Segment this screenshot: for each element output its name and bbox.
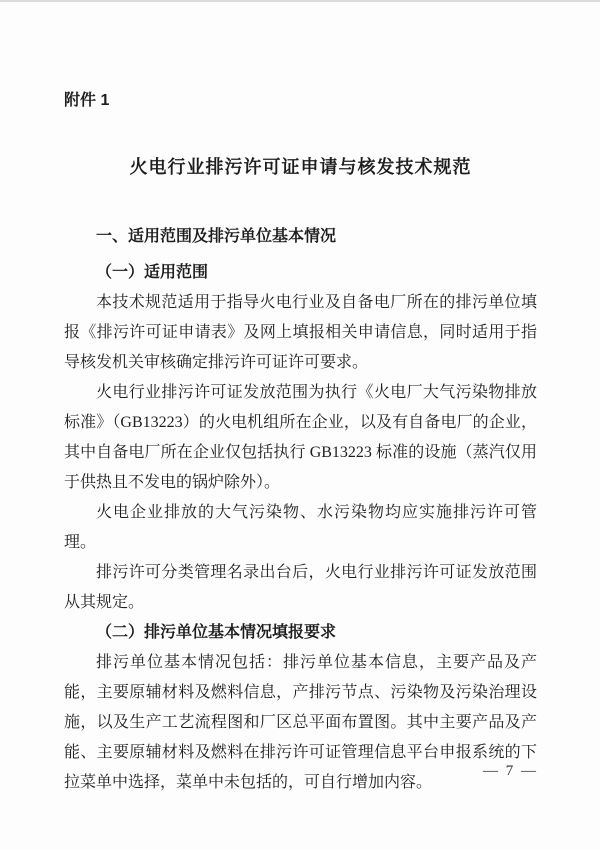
document-title: 火电行业排污许可证申请与核发技术规范	[129, 157, 472, 177]
paragraph-scope-3: 火电企业排放的大气污染物、水污染物均应实施排污许可管理。	[64, 504, 537, 551]
paragraph-scope-2: 火电行业排污许可证发放范围为执行《火电厂大气污染物排放标准》（GB13223）的火电机组所在企业，以及有自备电厂的企业，其中自备电厂所在企业仅包括执行 GB13223 标准的设施（蒸汽仅用于供热且不发电的锅炉除外）。	[64, 384, 537, 491]
subsection-2-heading: （二）排污单位基本情况填报要求	[96, 624, 337, 641]
page-number: — 7 —	[483, 763, 538, 779]
attachment-label: 附件 1	[64, 92, 110, 109]
paragraph-scope-1: 本技术规范适用于指导火电行业及自备电厂所在的排污单位填报《排污许可证申请表》及网上填报相关申请信息，同时适用于指导核发机关审核确定排污许可证许可要求。	[64, 294, 537, 371]
paragraph-scope-4: 排污许可分类管理名录出台后，火电行业排污许可证发放范围从其规定。	[64, 564, 537, 611]
section-heading: 一、适用范围及排污单位基本情况	[96, 228, 337, 245]
subsection-1-heading: （一）适用范围	[96, 264, 209, 281]
paragraph-basic-info-1: 排污单位基本情况包括：排污单位基本信息，主要产品及产能，主要原辅材料及燃料信息，产排污节点、污染物及污染治理设施，以及生产工艺流程图和厂区总平面布置图。其中主要产品及产能、主要原辅材料及燃料在排污许可证管理信息平台申报系统的下拉菜单中选择，菜单中未包括的，可自行增加内容。	[64, 654, 537, 791]
